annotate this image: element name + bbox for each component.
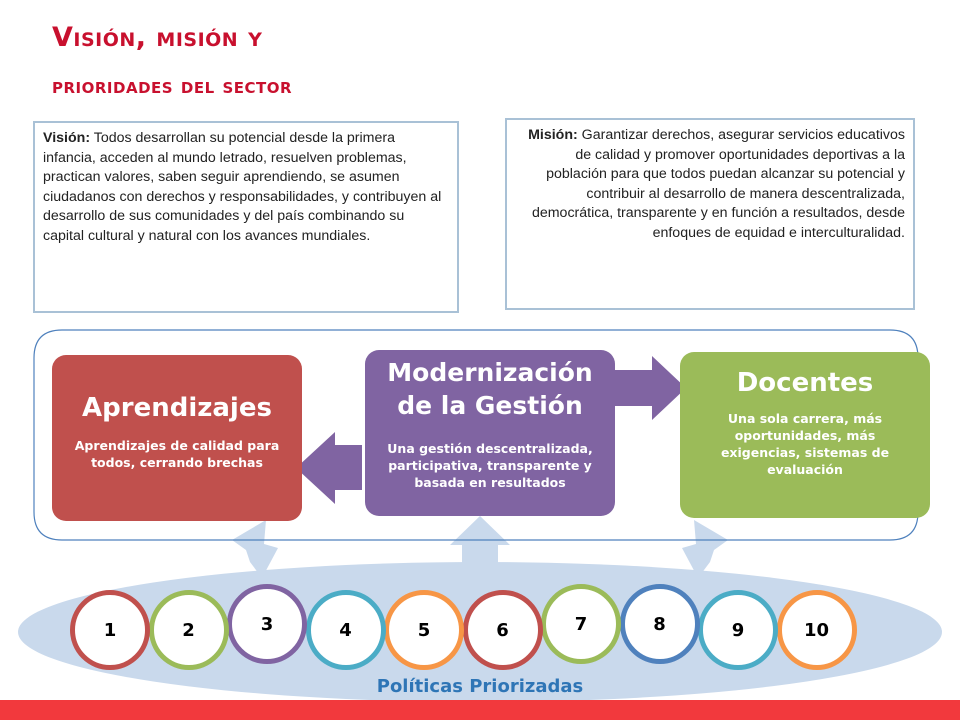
up-arrow-right — [682, 520, 728, 578]
policy-circle-5: 5 — [384, 590, 464, 670]
arrow-left — [296, 432, 362, 504]
page-title-line2: prioridades del sector — [52, 74, 293, 98]
up-arrow-left — [232, 520, 278, 578]
footer-bar — [0, 700, 960, 720]
vision-text: Todos desarrollan su potencial desde la primera infancia, acceden al mundo letrado, resuelven problemas, practican valores, saben seguir aprendiendo, se asumen ciudadanos con derechos y responsabilidades, y contribuyen al desarrollo de sus comunidades y del país combinando su capital cultural y natural con los avances mundiales. — [43, 130, 442, 244]
policy-circle-8: 8 — [620, 584, 700, 664]
pillar-subtitle: Aprendizajes de calidad para todos, cerrando brechas — [74, 438, 280, 470]
pillar-subtitle: Una sola carrera, más oportunidades, más exigencias, sistemas de evaluación — [720, 411, 890, 477]
pillar-gestion — [365, 350, 615, 516]
vision-box — [33, 121, 459, 313]
arrow-right — [613, 356, 686, 420]
pillar-title: Docentes — [736, 368, 874, 398]
mision-label: Misión: — [528, 127, 578, 143]
pillar-title: Modernización de la Gestión — [387, 358, 593, 420]
policy-circle-7: 7 — [541, 584, 621, 664]
policy-circle-2: 2 — [149, 590, 229, 670]
policy-circle-3: 3 — [227, 584, 307, 664]
vision-label: Visión: — [43, 130, 91, 146]
policy-circle-6: 6 — [463, 590, 543, 670]
page-title-line1: Visión, misión y — [52, 22, 263, 53]
pillar-docentes — [680, 352, 930, 518]
pillar-aprendizajes — [52, 355, 302, 521]
policy-circle-1: 1 — [70, 590, 150, 670]
policies-label: Políticas Priorizadas — [376, 676, 584, 697]
policy-circle-10: 10 — [777, 590, 857, 670]
policy-circle-9: 9 — [698, 590, 778, 670]
mision-box — [505, 118, 915, 310]
pillar-subtitle: Una gestión descentralizada, participativa, transparente y basada en resultados — [387, 441, 593, 490]
policy-circle-4: 4 — [306, 590, 386, 670]
mision-text: Garantizar derechos, asegurar servicios educativos de calidad y promover oportunidades deportivas a la población para que todos puedan alcanzar su potencial y contribuir al desarrollo de manera descentralizada, democrática, transparente y en función a resultados, desde enfoques de equidad e interculturalidad. — [531, 127, 905, 241]
pillar-title: Aprendizajes — [82, 393, 272, 423]
